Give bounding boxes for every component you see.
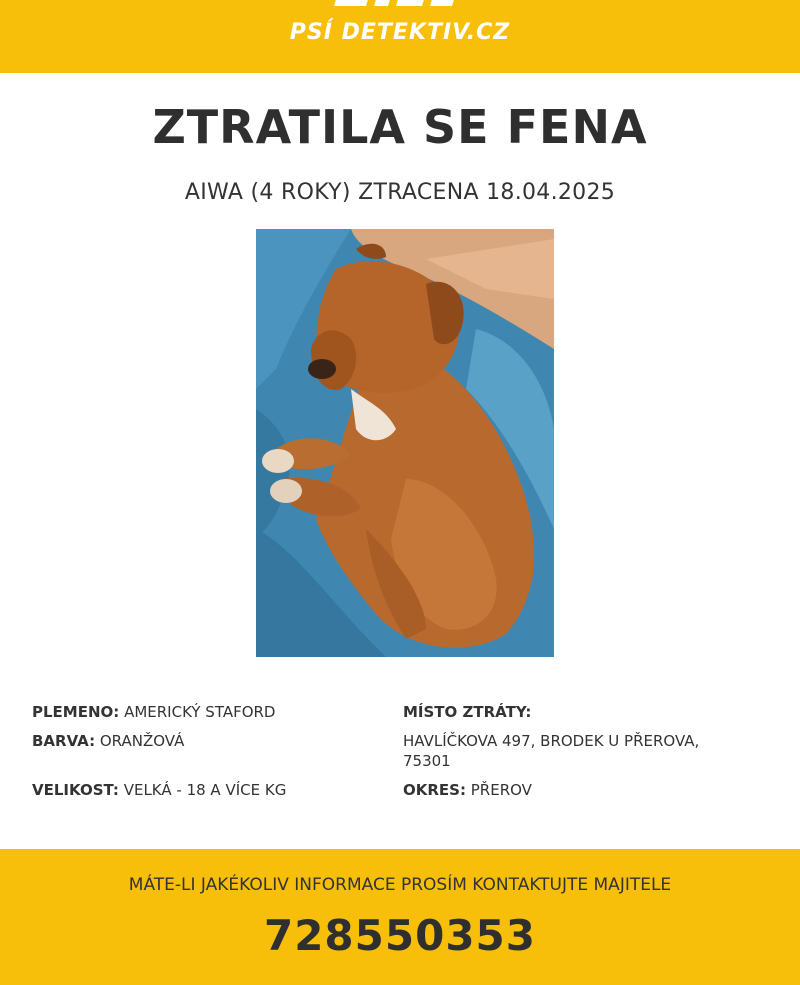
color-row [32,731,184,751]
color-value: ORANŽOVÁ [99,732,185,750]
place-line-1: HAVLÍČKOVA 497, BRODEK U PŘEROVA, [403,732,700,750]
logo-icon [332,0,468,8]
brand-name[interactable]: PSÍ DETEKTIV.CZ [289,20,511,45]
size-label: VELIKOST: [32,781,119,799]
district-row [403,780,532,800]
page-title: ZTRATILA SE FENA [152,100,648,154]
breed-row [32,702,275,722]
contact-footer [0,849,800,985]
header-bar [0,0,800,73]
breed-label: PLEMENO: [32,703,120,721]
page-subtitle: AIWA (4 ROKY) ZTRACENA 18.04.2025 [184,180,616,205]
size-row [32,780,286,800]
contact-message: MÁTE-LI JAKÉKOLIV INFORMACE PROSÍM KONTAKTUJTE MAJITELE [128,875,672,895]
place-label: MÍSTO ZTRÁTY: [403,703,532,721]
district-label: OKRES: [403,781,466,799]
size-value: VELKÁ - 18 A VÍCE KG [123,781,287,799]
phone-number[interactable]: 728550353 [263,911,536,960]
district-value: PŘEROV [470,781,532,799]
dog-photo [256,229,554,657]
place-line-2: 75301 [403,752,451,770]
breed-value: AMERICKÝ STAFORD [124,703,276,721]
color-label: BARVA: [32,732,96,750]
